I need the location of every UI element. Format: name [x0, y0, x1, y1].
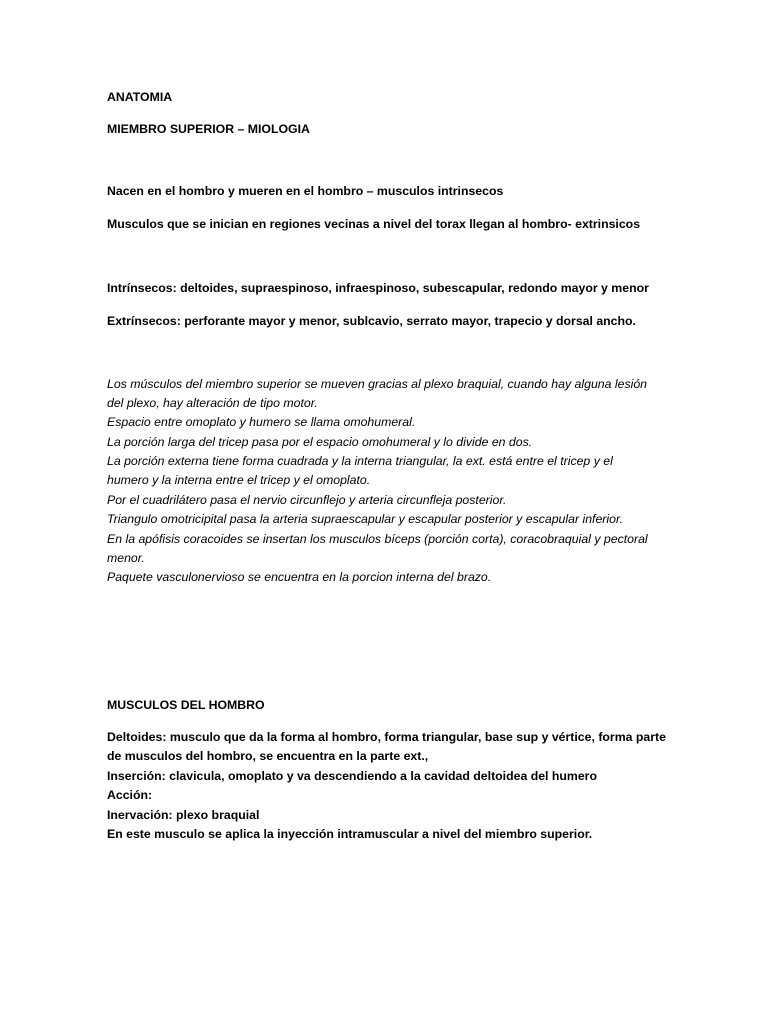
section-line: Deltoides: musculo que da la forma al hombro, forma triangular, base sup y vértice, forma parte — [107, 730, 666, 744]
section-line: En este musculo se aplica la inyección intramuscular a nivel del miembro superior. — [107, 827, 593, 841]
note-line: menor. — [107, 551, 145, 565]
note-line: Espacio entre omoplato y humero se llama omohumeral. — [107, 415, 416, 429]
note-line: La porción larga del tricep pasa por el espacio omohumeral y lo divide en dos. — [107, 435, 533, 449]
note-line: Por el cuadrilátero pasa el nervio circunflejo y arteria circunfleja posterior. — [107, 493, 507, 507]
extrinsecos-label: Extrínsecos: — [107, 314, 181, 328]
intro-line: Nacen en el hombro y mueren en el hombro – musculos intrinsecos — [107, 184, 504, 198]
note-line: humero y la interna entre el tricep y el omoplato. — [107, 473, 371, 487]
note-line: del plexo, hay alteración de tipo motor. — [107, 396, 318, 410]
note-line: La porción externa tiene forma cuadrada y la interna triangular, la ext. está entre el tricep y el — [107, 454, 613, 468]
section-line: Acción: — [107, 788, 153, 802]
document-title: ANATOMIA — [107, 90, 173, 104]
intro-line: Musculos que se inician en regiones vecinas a nivel del torax llegan al hombro- extrinsicos — [107, 217, 641, 231]
section-line: Inserción: clavicula, omoplato y va descendiendo a la cavidad deltoidea del humero — [107, 769, 597, 783]
extrinsecos-text: perforante mayor y menor, sublcavio, serrato mayor, trapecio y dorsal ancho. — [180, 314, 636, 328]
document-subtitle: MIEMBRO SUPERIOR – MIOLOGIA — [107, 122, 310, 136]
section-line: Inervación: plexo braquial — [107, 808, 260, 822]
section-heading: MUSCULOS DEL HOMBRO — [107, 698, 265, 712]
extrinsecos-line — [107, 312, 636, 332]
note-line: Paquete vasculonervioso se encuentra en la porcion interna del brazo. — [107, 570, 492, 584]
intrinsecos-label: Intrínsecos: — [107, 281, 177, 295]
note-line: Los músculos del miembro superior se mueven gracias al plexo braquial, cuando hay alguna lesión — [107, 377, 648, 391]
section-line: de musculos del hombro, se encuentra en la parte ext., — [107, 749, 429, 763]
note-line: Triangulo omotricipital pasa la arteria supraescapular y escapular posterior y escapular inferior. — [107, 512, 624, 526]
intrinsecos-text: deltoides, supraespinoso, infraespinoso, subescapular, redondo mayor y menor — [176, 281, 649, 295]
note-line: En la apófisis coracoides se insertan los musculos bíceps (porción corta), coracobraquial y pectoral — [107, 532, 648, 546]
intrinsecos-line — [107, 279, 649, 299]
